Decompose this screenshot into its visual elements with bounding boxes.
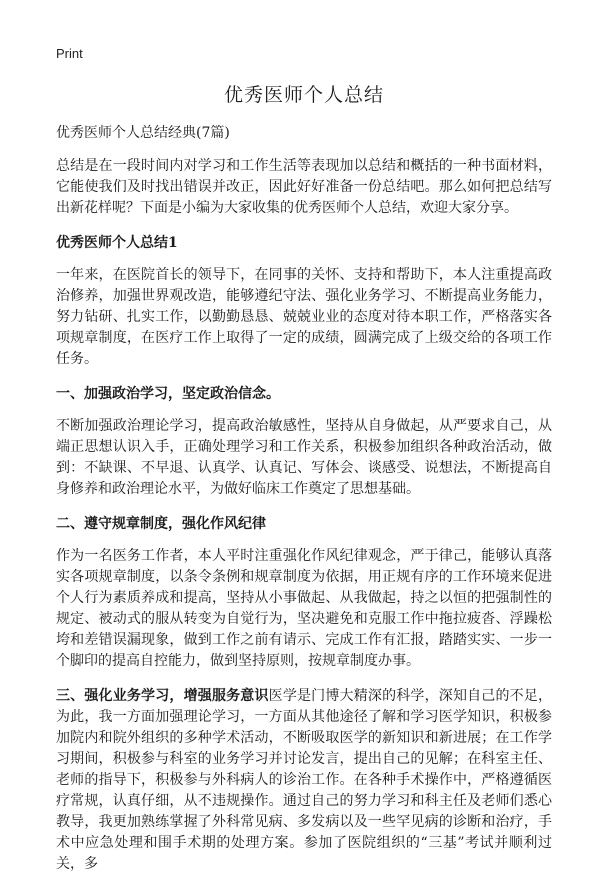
paragraph-4: [56, 686, 552, 875]
section-title: 优秀医师个人总结1: [56, 235, 178, 251]
heading-discipline: 二、遵守规章制度，强化作风纪律: [56, 516, 266, 532]
intro-paragraph: 总结是在一段时间内对学习和工作生活等表现加以总结和概括的一种书面材料，它能使我们及时找出错误并改正，因此好好准备一份总结吧。那么如何把总结写出新花样呢？下面是小编为大家收集的优秀医师个人总结，欢迎大家分享。: [56, 158, 552, 216]
document-body: [56, 80, 552, 889]
heading-politics: 一、加强政治学习，坚定政治信念。: [56, 386, 280, 402]
print-link[interactable]: Print: [56, 46, 83, 61]
page-title: 优秀医师个人总结: [223, 84, 384, 106]
heading-study: 三、强化业务学习，增强服务意识: [56, 688, 269, 704]
paragraph-3: 作为一名医务工作者，本人平时注重强化作风纪律观念，严于律己，能够认真落实各项规章制度，以条令条例和规章制度为依据，用正规有序的工作环境来促进个人行为素质养成和提高，坚持从小事做起、从我做起，持之以恒的把强制性的规定、被动式的服从转变为自觉行为，坚决避免和克服工作中拖拉疲沓、浮躁松垮和差错误漏现象，做到工作之前有请示、完成工作有汇报，踏踏实实、一步一个脚印的提高自控能力，做到坚持原则，按规章制度办事。: [56, 548, 552, 669]
paragraph-1: 一年来，在医院首长的领导下，在同事的关怀、支持和帮助下，本人注重提高政治修养，加强世界观改造，能够遵纪守法、强化业务学习、不断提高业务能力，努力钻研、扎实工作，以勤勤恳恳、兢兢业业的态度对待本职工作，严格落实各项规章制度，在医疗工作上取得了一定的成绩，圆满完成了上级交给的各项工作任务。: [56, 267, 552, 367]
paragraph-2: 不断加强政治理论学习，提高政治敏感性，坚持从自身做起，从严要求自己，从端正思想认识入手，正确处理学习和工作关系，积极参加组织各种政治活动，做到：不缺课、不早退、认真学、认真记、写体会、谈感受、说想法，不断提高自身修养和政治理论水平，为做好临床工作奠定了思想基础。: [56, 418, 552, 497]
paragraph-4-text: 医学是门博大精深的科学，深知自己的不足，为此，我一方面加强理论学习，一方面从其他途径了解和学习医学知识，积极参加院内和院外组织的多种学术活动，不断吸取医学的新知识和新进展；在工作学习期间，积极参与科室的业务学习并讨论发言，提出自己的见解；在科室主任、老师的指导下，积极参与外科病人的诊治工作。在各种手术操作中，严格遵循医疗常规，认真仔细，从不违规操作。通过自己的努力学习和科主任及老师们悉心教导，我更加熟练掌握了外科常见病、多发病以及一些罕见病的诊断和治疗，手术中应急处理和围手术期的处理方案。参加了医院组织的“三基”考试并顺利过关，多: [56, 688, 553, 872]
document-subtitle: 优秀医师个人总结经典(7篇): [56, 125, 230, 141]
